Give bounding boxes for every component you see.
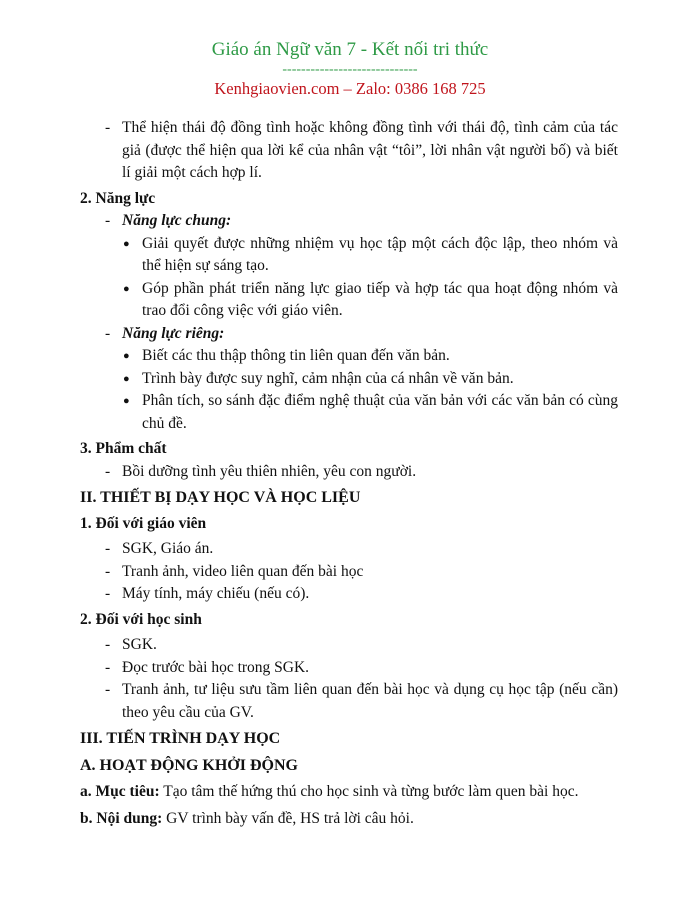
- header-contact: Kenhgiaovien.com – Zalo: 0386 168 725: [214, 79, 486, 98]
- bullet-marker: ●: [123, 395, 130, 407]
- paragraph-noi-dung: [80, 808, 618, 831]
- list-item-text: Thể hiện thái độ đồng tình hoặc không đồng tình với thái độ, tình cảm của tác giả (được thể hiện qua lời kể của nhân vật “tôi”, lời nhân vật người bố) và biết lí giải một cách hợp lí.: [122, 119, 618, 181]
- header-title: Giáo án Ngữ văn 7 - Kết nối tri thức: [211, 39, 489, 60]
- bullet-marker: ●: [123, 282, 130, 295]
- subheading-nang-luc-chung: Năng lực chung:: [122, 212, 232, 229]
- bullet-text: Giải quyết được những nhiệm vụ học tập một cách độc lập, theo nhóm và thể hiện sự sáng tạo.: [142, 234, 618, 274]
- dash-marker: -: [105, 681, 111, 698]
- list-item: [80, 323, 618, 346]
- dash-marker: -: [105, 562, 111, 580]
- list-item-text: Máy tính, máy chiếu (nếu có).: [122, 585, 310, 602]
- heading-section-3: III. TIẾN TRÌNH DẠY HỌC: [80, 730, 281, 747]
- list-item-text: Tranh ảnh, video liên quan đến bài học: [122, 562, 364, 580]
- list-item: [80, 538, 618, 561]
- dash-marker: -: [105, 212, 111, 229]
- bullet-text: Trình bày được suy nghĩ, cảm nhận của cá nhân về văn bản.: [142, 369, 514, 387]
- list-item: [80, 634, 618, 657]
- heading-nang-luc: 2. Năng lực: [80, 189, 156, 207]
- heading-pham-chat: 3. Phẩm chất: [80, 440, 167, 457]
- dash-marker: -: [105, 540, 111, 557]
- list-item-text: SGK.: [122, 636, 157, 653]
- heading-activity-a: A. HOẠT ĐỘNG KHỞI ĐỘNG: [80, 756, 298, 774]
- bullet-item: [80, 345, 618, 368]
- subheading-nang-luc-rieng: Năng lực riêng:: [122, 324, 225, 342]
- bullet-text: Phân tích, so sánh đặc điểm nghệ thuật của văn bản với các văn bản có cùng chủ đề.: [142, 392, 618, 432]
- list-item: [80, 561, 618, 584]
- heading-hoc-sinh: 2. Đối với học sinh: [80, 610, 202, 628]
- bullet-marker: ●: [123, 350, 130, 362]
- dash-marker: -: [105, 658, 111, 676]
- list-item-text: SGK, Giáo án.: [122, 540, 214, 557]
- label-muc-tieu: a. Mục tiêu:: [80, 783, 160, 800]
- label-noi-dung: b. Nội dung:: [80, 809, 163, 827]
- bullet-text: Biết các thu thập thông tin liên quan đến văn bản.: [142, 347, 450, 364]
- dash-marker: -: [105, 636, 111, 653]
- bullet-text: Góp phần phát triển năng lực giao tiếp và hợp tác qua hoạt động nhóm và trao đổi công việc với giáo viên.: [142, 279, 618, 319]
- bullet-item: [80, 278, 618, 323]
- text-noi-dung: GV trình bày vấn đề, HS trả lời câu hỏi.: [162, 809, 414, 827]
- bullet-item: [80, 390, 618, 435]
- list-item: [80, 210, 618, 233]
- list-item: [80, 679, 618, 724]
- bullet-item: [80, 368, 618, 391]
- list-item: [80, 117, 618, 185]
- heading-section-2: II. THIẾT BỊ DẠY HỌC VÀ HỌC LIỆU: [80, 489, 361, 506]
- bullet-item: [80, 233, 618, 278]
- document-body: [80, 117, 618, 830]
- list-item-text: Đọc trước bài học trong SGK.: [122, 658, 310, 676]
- heading-giao-vien: 1. Đối với giáo viên: [80, 514, 207, 532]
- list-item: [80, 461, 618, 484]
- dash-marker: -: [105, 462, 111, 480]
- header-divider: -----------------------------: [282, 62, 418, 77]
- list-item-text: Bồi dưỡng tình yêu thiên nhiên, yêu con người.: [122, 462, 417, 480]
- paragraph-muc-tieu: [80, 781, 618, 804]
- list-item-text: Tranh ảnh, tư liệu sưu tầm liên quan đến bài học và dụng cụ học tập (nếu cần) theo yêu cầu của GV.: [122, 681, 618, 721]
- dash-marker: -: [105, 324, 111, 342]
- page-header: [0, 38, 700, 100]
- text-muc-tieu: Tạo tâm thế hứng thú cho học sinh và từng bước làm quen bài học.: [159, 783, 579, 800]
- bullet-marker: ●: [123, 237, 130, 250]
- list-item: [80, 583, 618, 606]
- dash-marker: -: [105, 585, 111, 602]
- dash-marker: -: [105, 119, 111, 136]
- bullet-marker: ●: [123, 372, 130, 385]
- list-item: [80, 657, 618, 680]
